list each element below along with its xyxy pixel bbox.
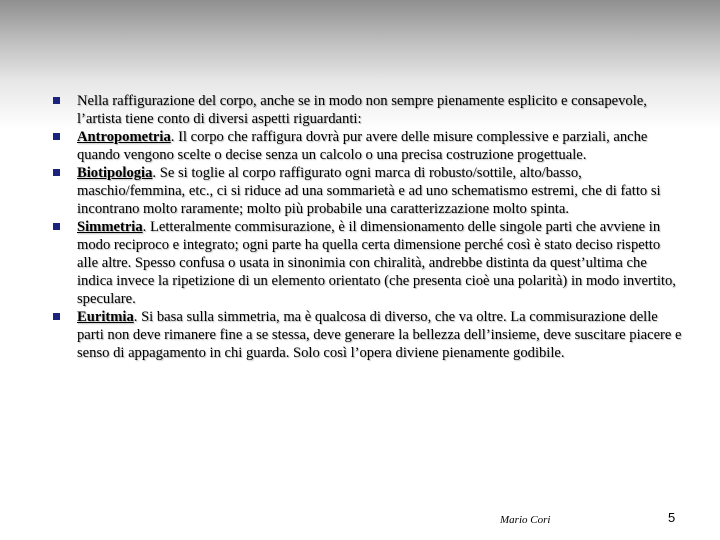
square-bullet-icon xyxy=(53,223,60,230)
bullet-text: . Si basa sulla simmetria, ma è qualcosa di diverso, che va oltre. La commisurazione delle parti non deve rimanere fine a se stessa, deve generare la bellezza dell’insieme, deve suscitare piacere e senso di appagamento in chi guarda. Solo così l’opera diviene pienamente godibile. xyxy=(77,309,682,361)
bullet-term: Antropometria xyxy=(77,129,171,145)
square-bullet-icon xyxy=(53,133,60,140)
page-number: 5 xyxy=(668,510,676,525)
square-bullet-icon xyxy=(53,313,60,320)
square-bullet-icon xyxy=(53,97,60,104)
bullet-text: Nella raffigurazione del corpo, anche se in modo non sempre pienamente esplicito e consapevole, l’artista tiene conto di diversi aspetti riguardanti: xyxy=(77,93,647,127)
bullet-text: . Se si toglie al corpo raffigurato ogni marca di robusto/sottile, alto/basso, maschio/femmina, etc., ci si riduce ad una sommarietà e ad uno schematismo estremi, che di fatto si incontrano molto raramente; molto più probabile una caratterizzazione molto spinta. xyxy=(77,165,661,217)
footer-author: Mario Cori xyxy=(500,514,551,526)
bullet-term: Simmetria xyxy=(77,219,143,235)
bullet-term: Euritmia xyxy=(77,309,134,325)
bullet-text: . Letteralmente commisurazione, è il dimensionamento delle singole parti che avviene in modo reciproco e integrato; ogni parte ha quella certa dimensione perché così è stato deciso rispetto alle altre. Spesso confusa o usata in sinonimia con chiralità, andrebbe distinta da quest’ultima che indica invece la ripetizione di un elemento orientato (che presenta cioè una polarità) in modo invertito, speculare. xyxy=(77,219,676,307)
bullet-list xyxy=(50,92,682,362)
bullet-item xyxy=(50,92,682,128)
slide-content xyxy=(50,92,682,362)
bullet-term: Biotipologia xyxy=(77,165,153,181)
bullet-item xyxy=(50,128,682,164)
bullet-item xyxy=(50,218,682,308)
bullet-item xyxy=(50,308,682,362)
square-bullet-icon xyxy=(53,169,60,176)
bullet-text: . Il corpo che raffigura dovrà pur avere delle misure complessive e parziali, anche quando vengono scelte o decise senza un calcolo o una precisa costruzione progettuale. xyxy=(77,129,648,163)
bullet-item xyxy=(50,164,682,218)
